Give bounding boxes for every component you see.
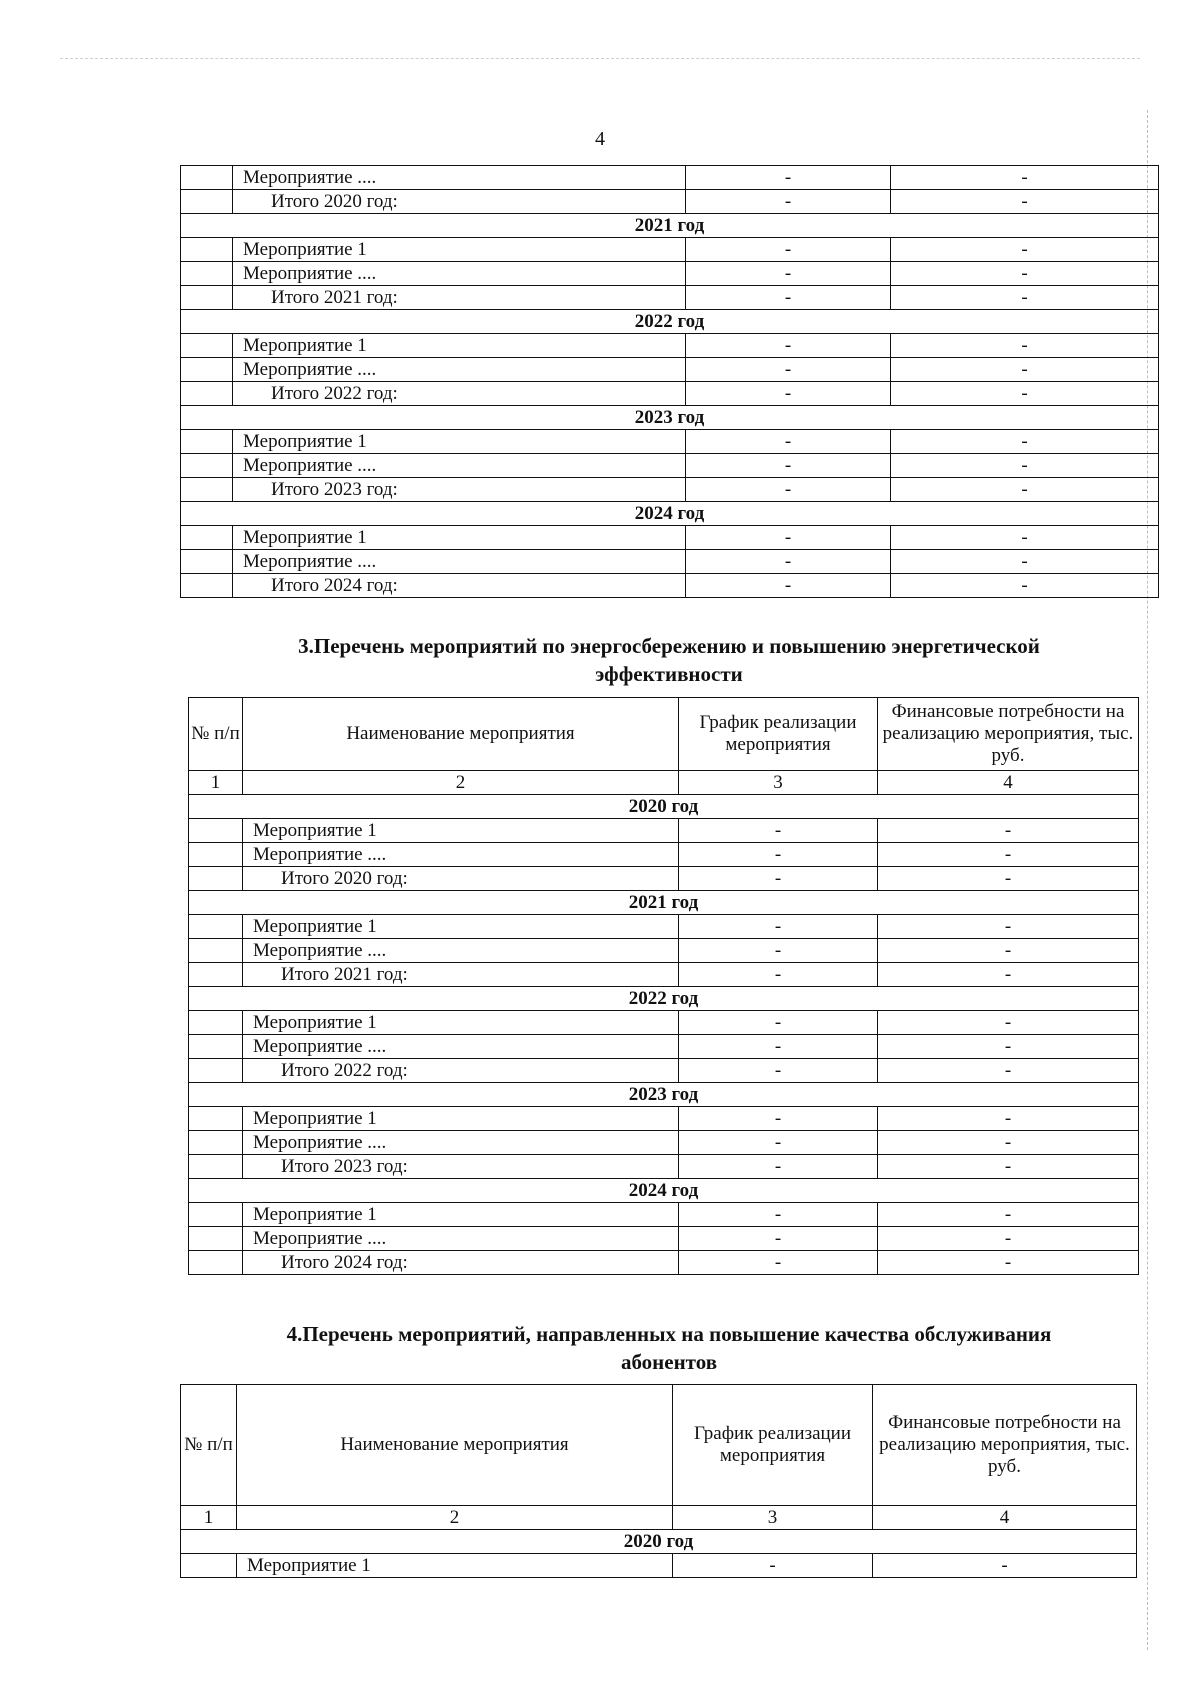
section3-title-line2: эффективности bbox=[595, 662, 743, 686]
scan-artifact-line bbox=[60, 58, 1140, 59]
col-number-3: 3 bbox=[673, 1506, 873, 1530]
event-name: Мероприятие 1 bbox=[233, 526, 686, 550]
year-row bbox=[181, 1530, 1137, 1554]
header-finance: Финансовые потребности на реализацию мероприятия, тыс. руб. bbox=[873, 1385, 1137, 1506]
table-row bbox=[181, 238, 1159, 262]
row-num-cell bbox=[181, 574, 233, 598]
event-schedule: - bbox=[686, 430, 891, 454]
row-num-cell bbox=[181, 382, 233, 406]
event-schedule: - bbox=[686, 286, 891, 310]
event-schedule: - bbox=[679, 1203, 878, 1227]
event-schedule: - bbox=[679, 1155, 878, 1179]
event-name: Мероприятие 1 bbox=[233, 334, 686, 358]
total-label: Итого 2023 год: bbox=[243, 1155, 679, 1179]
event-finance: - bbox=[878, 939, 1139, 963]
table-row bbox=[189, 1203, 1139, 1227]
event-schedule: - bbox=[686, 454, 891, 478]
header-num: № п/п bbox=[189, 698, 243, 771]
event-name: Мероприятие .... bbox=[233, 454, 686, 478]
year-label: 2020 год bbox=[189, 795, 1139, 819]
total-label: Итого 2020 год: bbox=[233, 190, 686, 214]
event-name: Мероприятие 1 bbox=[243, 1203, 679, 1227]
col-number-4: 4 bbox=[873, 1506, 1137, 1530]
event-name: Мероприятие .... bbox=[233, 358, 686, 382]
event-finance: - bbox=[891, 166, 1159, 190]
row-num-cell bbox=[189, 1107, 243, 1131]
table-row bbox=[181, 358, 1159, 382]
event-finance: - bbox=[878, 963, 1139, 987]
year-row bbox=[189, 1083, 1139, 1107]
event-schedule: - bbox=[679, 1107, 878, 1131]
event-schedule: - bbox=[686, 478, 891, 502]
year-label: 2021 год bbox=[189, 891, 1139, 915]
table-row bbox=[181, 334, 1159, 358]
row-num-cell bbox=[181, 454, 233, 478]
column-number-row bbox=[181, 1506, 1137, 1530]
year-label: 2022 год bbox=[181, 310, 1159, 334]
total-row bbox=[189, 1059, 1139, 1083]
row-num-cell bbox=[181, 190, 233, 214]
table-row bbox=[189, 1227, 1139, 1251]
section2-table-continuation bbox=[180, 165, 1159, 598]
table-row bbox=[189, 1131, 1139, 1155]
col-number-2: 2 bbox=[243, 771, 679, 795]
event-name: Мероприятие .... bbox=[243, 843, 679, 867]
event-name: Мероприятие .... bbox=[243, 1131, 679, 1155]
section4-table bbox=[180, 1384, 1137, 1578]
event-schedule: - bbox=[679, 1251, 878, 1275]
event-name: Мероприятие .... bbox=[243, 939, 679, 963]
event-schedule: - bbox=[679, 843, 878, 867]
total-row bbox=[189, 963, 1139, 987]
total-row bbox=[181, 478, 1159, 502]
event-name: Мероприятие 1 bbox=[243, 1011, 679, 1035]
col-number-2: 2 bbox=[237, 1506, 673, 1530]
event-name: Мероприятие 1 bbox=[233, 238, 686, 262]
total-row bbox=[189, 1251, 1139, 1275]
event-finance: - bbox=[891, 358, 1159, 382]
total-row bbox=[189, 1155, 1139, 1179]
event-finance: - bbox=[891, 238, 1159, 262]
event-schedule: - bbox=[679, 819, 878, 843]
header-num: № п/п bbox=[181, 1385, 237, 1506]
section3-table bbox=[188, 697, 1139, 1275]
year-row bbox=[189, 891, 1139, 915]
year-label: 2024 год bbox=[181, 502, 1159, 526]
event-schedule: - bbox=[686, 334, 891, 358]
table-row bbox=[189, 1011, 1139, 1035]
event-finance: - bbox=[891, 382, 1159, 406]
event-schedule: - bbox=[686, 358, 891, 382]
event-finance: - bbox=[891, 334, 1159, 358]
event-finance: - bbox=[878, 1203, 1139, 1227]
section4-title-line2: абонентов bbox=[620, 1350, 718, 1374]
event-finance: - bbox=[878, 915, 1139, 939]
event-finance: - bbox=[878, 1155, 1139, 1179]
event-name: Мероприятие 1 bbox=[237, 1554, 673, 1578]
year-row bbox=[189, 795, 1139, 819]
event-schedule: - bbox=[686, 190, 891, 214]
total-row bbox=[181, 382, 1159, 406]
event-schedule: - bbox=[679, 915, 878, 939]
row-num-cell bbox=[189, 1203, 243, 1227]
total-label: Итого 2021 год: bbox=[243, 963, 679, 987]
section3-title-line1: 3.Перечень мероприятий по энергосбережению и повышению энергетической bbox=[298, 634, 1040, 658]
col-number-1: 1 bbox=[181, 1506, 237, 1530]
header-name: Наименование мероприятия bbox=[237, 1385, 673, 1506]
section4-title-line1: 4.Перечень мероприятий, направленных на повышение качества обслуживания bbox=[286, 1322, 1052, 1346]
row-num-cell bbox=[189, 1011, 243, 1035]
event-finance: - bbox=[878, 1227, 1139, 1251]
section3-title bbox=[180, 632, 1158, 688]
section4-title bbox=[180, 1320, 1158, 1376]
event-name: Мероприятие .... bbox=[243, 1035, 679, 1059]
col-number-1: 1 bbox=[189, 771, 243, 795]
event-name: Мероприятие 1 bbox=[243, 819, 679, 843]
row-num-cell bbox=[181, 334, 233, 358]
event-name: Мероприятие .... bbox=[233, 550, 686, 574]
event-finance: - bbox=[891, 454, 1159, 478]
col-number-4: 4 bbox=[878, 771, 1139, 795]
event-schedule: - bbox=[679, 939, 878, 963]
event-schedule: - bbox=[679, 1131, 878, 1155]
total-row bbox=[181, 574, 1159, 598]
event-schedule: - bbox=[673, 1554, 873, 1578]
row-num-cell bbox=[189, 1059, 243, 1083]
row-num-cell bbox=[189, 867, 243, 891]
event-name: Мероприятие .... bbox=[243, 1227, 679, 1251]
table-header-row bbox=[189, 698, 1139, 771]
event-finance: - bbox=[891, 262, 1159, 286]
event-finance: - bbox=[891, 430, 1159, 454]
event-schedule: - bbox=[686, 550, 891, 574]
row-num-cell bbox=[189, 819, 243, 843]
event-name: Мероприятие .... bbox=[233, 166, 686, 190]
row-num-cell bbox=[181, 1554, 237, 1578]
year-label: 2023 год bbox=[189, 1083, 1139, 1107]
row-num-cell bbox=[189, 1035, 243, 1059]
row-num-cell bbox=[189, 939, 243, 963]
total-label: Итого 2023 год: bbox=[233, 478, 686, 502]
total-row bbox=[181, 190, 1159, 214]
event-finance: - bbox=[878, 843, 1139, 867]
row-num-cell bbox=[189, 963, 243, 987]
row-num-cell bbox=[181, 550, 233, 574]
total-label: Итого 2024 год: bbox=[233, 574, 686, 598]
event-finance: - bbox=[878, 1107, 1139, 1131]
row-num-cell bbox=[189, 915, 243, 939]
table-row bbox=[181, 262, 1159, 286]
event-schedule: - bbox=[679, 1035, 878, 1059]
column-number-row bbox=[189, 771, 1139, 795]
event-schedule: - bbox=[686, 526, 891, 550]
total-row bbox=[181, 286, 1159, 310]
year-row bbox=[181, 406, 1159, 430]
row-num-cell bbox=[181, 166, 233, 190]
event-finance: - bbox=[873, 1554, 1137, 1578]
row-num-cell bbox=[189, 1227, 243, 1251]
row-num-cell bbox=[189, 1131, 243, 1155]
year-row bbox=[181, 310, 1159, 334]
table-row bbox=[181, 454, 1159, 478]
year-row bbox=[181, 214, 1159, 238]
event-finance: - bbox=[891, 574, 1159, 598]
table-row bbox=[189, 819, 1139, 843]
header-name: Наименование мероприятия bbox=[243, 698, 679, 771]
year-row bbox=[189, 1179, 1139, 1203]
event-schedule: - bbox=[686, 382, 891, 406]
year-label: 2021 год bbox=[181, 214, 1159, 238]
table-row bbox=[181, 430, 1159, 454]
event-schedule: - bbox=[686, 238, 891, 262]
year-row bbox=[181, 502, 1159, 526]
event-schedule: - bbox=[686, 574, 891, 598]
event-finance: - bbox=[878, 1011, 1139, 1035]
total-label: Итого 2022 год: bbox=[243, 1059, 679, 1083]
event-finance: - bbox=[878, 1251, 1139, 1275]
row-num-cell bbox=[181, 358, 233, 382]
row-num-cell bbox=[189, 1251, 243, 1275]
event-schedule: - bbox=[686, 262, 891, 286]
row-num-cell bbox=[181, 238, 233, 262]
header-schedule: График реализации мероприятия bbox=[673, 1385, 873, 1506]
event-name: Мероприятие .... bbox=[233, 262, 686, 286]
row-num-cell bbox=[181, 286, 233, 310]
event-name: Мероприятие 1 bbox=[243, 915, 679, 939]
col-number-3: 3 bbox=[679, 771, 878, 795]
header-schedule: График реализации мероприятия bbox=[679, 698, 878, 771]
event-schedule: - bbox=[679, 963, 878, 987]
event-finance: - bbox=[878, 867, 1139, 891]
total-label: Итого 2021 год: bbox=[233, 286, 686, 310]
year-label: 2023 год bbox=[181, 406, 1159, 430]
event-finance: - bbox=[878, 1059, 1139, 1083]
total-label: Итого 2022 год: bbox=[233, 382, 686, 406]
event-schedule: - bbox=[686, 166, 891, 190]
event-name: Мероприятие 1 bbox=[243, 1107, 679, 1131]
table-row bbox=[189, 1107, 1139, 1131]
table-row bbox=[181, 550, 1159, 574]
event-schedule: - bbox=[679, 867, 878, 891]
event-finance: - bbox=[891, 526, 1159, 550]
year-label: 2022 год bbox=[189, 987, 1139, 1011]
year-label: 2024 год bbox=[189, 1179, 1139, 1203]
table-row bbox=[181, 1554, 1137, 1578]
table-row bbox=[189, 915, 1139, 939]
table-row bbox=[189, 939, 1139, 963]
row-num-cell bbox=[181, 430, 233, 454]
event-schedule: - bbox=[679, 1011, 878, 1035]
event-finance: - bbox=[891, 478, 1159, 502]
row-num-cell bbox=[181, 262, 233, 286]
event-name: Мероприятие 1 bbox=[233, 430, 686, 454]
event-finance: - bbox=[891, 550, 1159, 574]
row-num-cell bbox=[181, 526, 233, 550]
event-schedule: - bbox=[679, 1227, 878, 1251]
table-row bbox=[189, 1035, 1139, 1059]
event-finance: - bbox=[878, 1131, 1139, 1155]
table-row bbox=[181, 526, 1159, 550]
event-finance: - bbox=[891, 286, 1159, 310]
event-finance: - bbox=[878, 819, 1139, 843]
event-schedule: - bbox=[679, 1059, 878, 1083]
table-row bbox=[189, 843, 1139, 867]
total-label: Итого 2024 год: bbox=[243, 1251, 679, 1275]
table-row bbox=[181, 166, 1159, 190]
page-number: 4 bbox=[595, 128, 605, 150]
year-row bbox=[189, 987, 1139, 1011]
total-label: Итого 2020 год: bbox=[243, 867, 679, 891]
year-label: 2020 год bbox=[181, 1530, 1137, 1554]
row-num-cell bbox=[189, 1155, 243, 1179]
row-num-cell bbox=[181, 478, 233, 502]
total-row bbox=[189, 867, 1139, 891]
header-finance: Финансовые потребности на реализацию мероприятия, тыс. руб. bbox=[878, 698, 1139, 771]
event-finance: - bbox=[891, 190, 1159, 214]
table-header-row bbox=[181, 1385, 1137, 1506]
row-num-cell bbox=[189, 843, 243, 867]
event-finance: - bbox=[878, 1035, 1139, 1059]
